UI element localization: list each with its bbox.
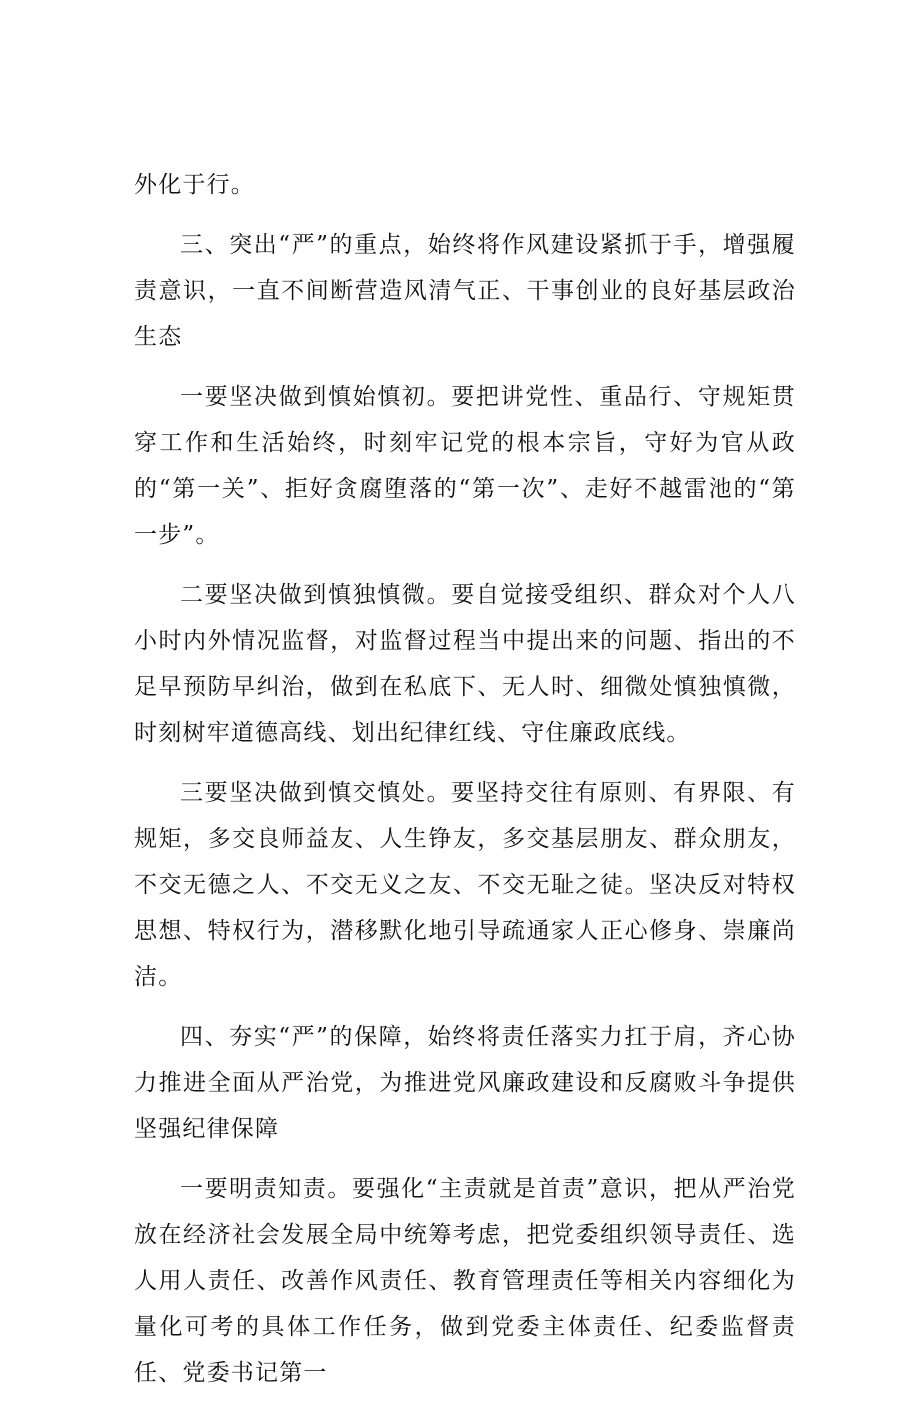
paragraph-point-1: 一要坚决做到慎始慎初。要把讲党性、重品行、守规矩贯穿工作和生活始终，时刻牢记党的根本宗旨，守好为官从政的“第一关”、拒好贪腐堕落的“第一次”、走好不越雷池的“第一步”。: [134, 384, 796, 548]
paragraph-point-3: 三要坚决做到慎交慎处。要坚持交往有原则、有界限、有规矩，多交良师益友、人生铮友，多交基层朋友、群众朋友，不交无德之人、不交无义之友、不交无耻之徒。坚决反对特权思想、特权行为，潜移默化地引导疏通家人正心修身、崇廉尚洁。: [134, 780, 796, 990]
paragraph-point-4: 一要明责知责。要强化“主责就是首责”意识，把从严治党放在经济社会发展全局中统筹考虑，把党委组织领导责任、选人用人责任、改善作风责任、教育管理责任等相关内容细化为量化可考的具体工作任务，做到党委主体责任、纪委监督责任、党委书记第一: [134, 1176, 796, 1386]
paragraph-point-2: 二要坚决做到慎独慎微。要自觉接受组织、群众对个人八小时内外情况监督，对监督过程当中提出来的问题、指出的不足早预防早纠治，做到在私底下、无人时、细微处慎独慎微，时刻树牢道德高线、划出纪律红线、守住廉政底线。: [134, 582, 796, 746]
section-heading-4: 四、夯实“严”的保障，始终将责任落实力扛于肩，齐心协力推进全面从严治党，为推进党风廉政建设和反腐败斗争提供坚强纪律保障: [134, 1024, 796, 1142]
paragraph-continuation: 外化于行。: [134, 172, 255, 198]
section-heading-3: 三、突出“严”的重点，始终将作风建设紧抓于手，增强履责意识，一直不间断营造风清气正、干事创业的良好基层政治生态: [134, 232, 796, 350]
document-body: [134, 162, 796, 1410]
